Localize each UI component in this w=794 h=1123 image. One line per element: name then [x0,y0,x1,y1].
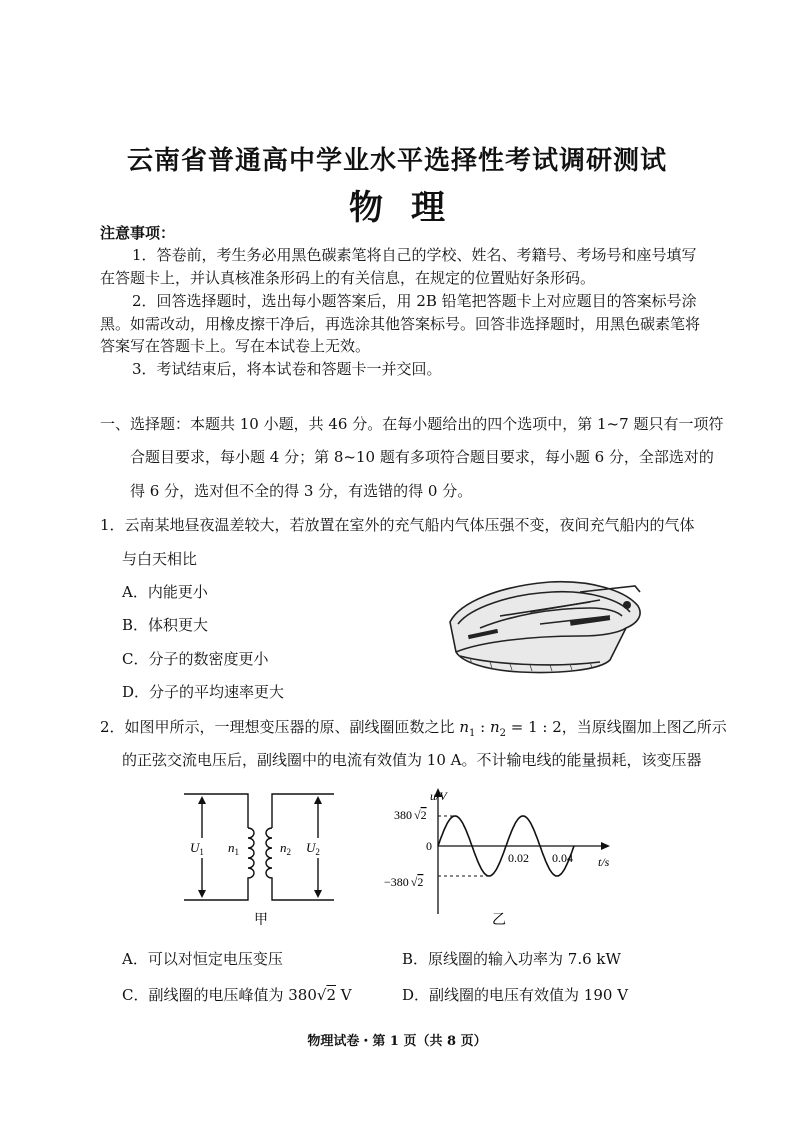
x-tick-0.02: 0.02 [508,851,529,865]
question-2-stem [100,716,727,739]
n1-label: $n_1$ [228,840,239,857]
page-title: 云南省普通高中学业水平选择性考试调研测试 [126,146,667,176]
sqrt-radicand: 2 [326,986,336,1004]
n2-symbol: n [489,718,500,736]
notice-line: 3．考试结束后，将本试卷和答题卡一并交回。 [132,360,442,378]
question-1-option-c: C．分子的数密度更小 [122,650,269,668]
notice-heading: 注意事项： [100,224,176,242]
n1-symbol: n [459,718,469,736]
notice-line: 2．回答选择题时，选出每小题答案后，用 2B 铅笔把答题卡上对应题目的答案标号涂 [132,292,697,310]
section-instruction: 合题目要求，每小题 4 分；第 8~10 题有多项符合题目要求，每小题 6 分，全部选对的 [130,448,714,466]
y-tick-top: 380 √2 [394,808,427,822]
question-1-option-b: B．体积更大 [122,616,209,634]
section-instruction: 得 6 分，选对但不全的得 3 分，有选错的得 0 分。 [130,482,473,500]
n2-subscript: 2 [499,728,507,739]
notice-line: 答案写在答题卡上。写在本试卷上无效。 [100,337,371,355]
y-axis-label: u/V [430,789,447,803]
sqrt-symbol: √ [316,986,327,1004]
n2-label: $n_2$ [280,840,291,857]
question-2-option-a: A．可以对恒定电压变压 [122,950,283,968]
u2-label: $U_2$ [306,840,320,857]
question-2-text: 2．如图甲所示，一理想变压器的原、副线圈匝数之比 [100,718,460,736]
figure-yi-caption: 乙 [492,913,506,926]
question-2-option-d: D．副线圈的电压有效值为 190 V [402,986,629,1004]
x-tick-0.04: 0.04 [552,851,573,865]
inflatable-boat-illustration [440,572,646,678]
page-footer: 物理试卷・第 1 页（共 8 页） [307,1034,487,1049]
question-1-option-a: A．内能更小 [122,583,208,601]
transformer-diagram [176,788,346,928]
n1-subscript: 1 [469,728,476,739]
question-2-ratio: = 1 : 2，当原线圈加上图乙所示 [506,718,727,736]
question-1-stem: 1．云南某地昼夜温差较大，若放置在室外的充气船内气体压强不变，夜间充气船内的气体 [100,516,695,534]
question-2-option-b: B．原线圈的输入功率为 7.6 kW [402,950,621,968]
x-axis-label: t/s [598,855,610,869]
option-c-unit: V [336,986,352,1004]
ratio-colon: : [475,718,490,736]
option-c-text: C．副线圈的电压峰值为 380 [122,986,317,1004]
voltage-waveform-chart [380,786,620,926]
notice-line: 黑。如需改动，用橡皮擦干净后，再选涂其他答案标号。回答非选择题时，用黑色碳素笔将 [100,315,701,333]
question-1-stem: 与白天相比 [122,550,198,568]
y-tick-bottom: −380 √2 [384,875,424,889]
section-instruction: 一、选择题：本题共 10 小题，共 46 分。在每小题给出的四个选项中，第 1~7 题只有一项符 [100,415,724,433]
question-1-option-d: D．分子的平均速率更大 [122,683,285,701]
notice-line: 在答题卡上，并认真核准条形码上的有关信息，在规定的位置贴好条形码。 [100,269,596,287]
figure-jia-caption: 甲 [254,913,268,928]
question-2-option-c [122,984,352,1005]
notice-line: 1．答卷前，考生务必用黑色碳素笔将自己的学校、姓名、考籍号、考场号和座号填写 [132,246,697,264]
origin-label: 0 [426,839,432,853]
u1-label: $U_1$ [190,840,204,857]
subject-title: 物理 [349,188,473,228]
question-2-stem: 的正弦交流电压后，副线圈中的电流有效值为 10 A。不计输电线的能量损耗，该变压器 [122,751,702,769]
